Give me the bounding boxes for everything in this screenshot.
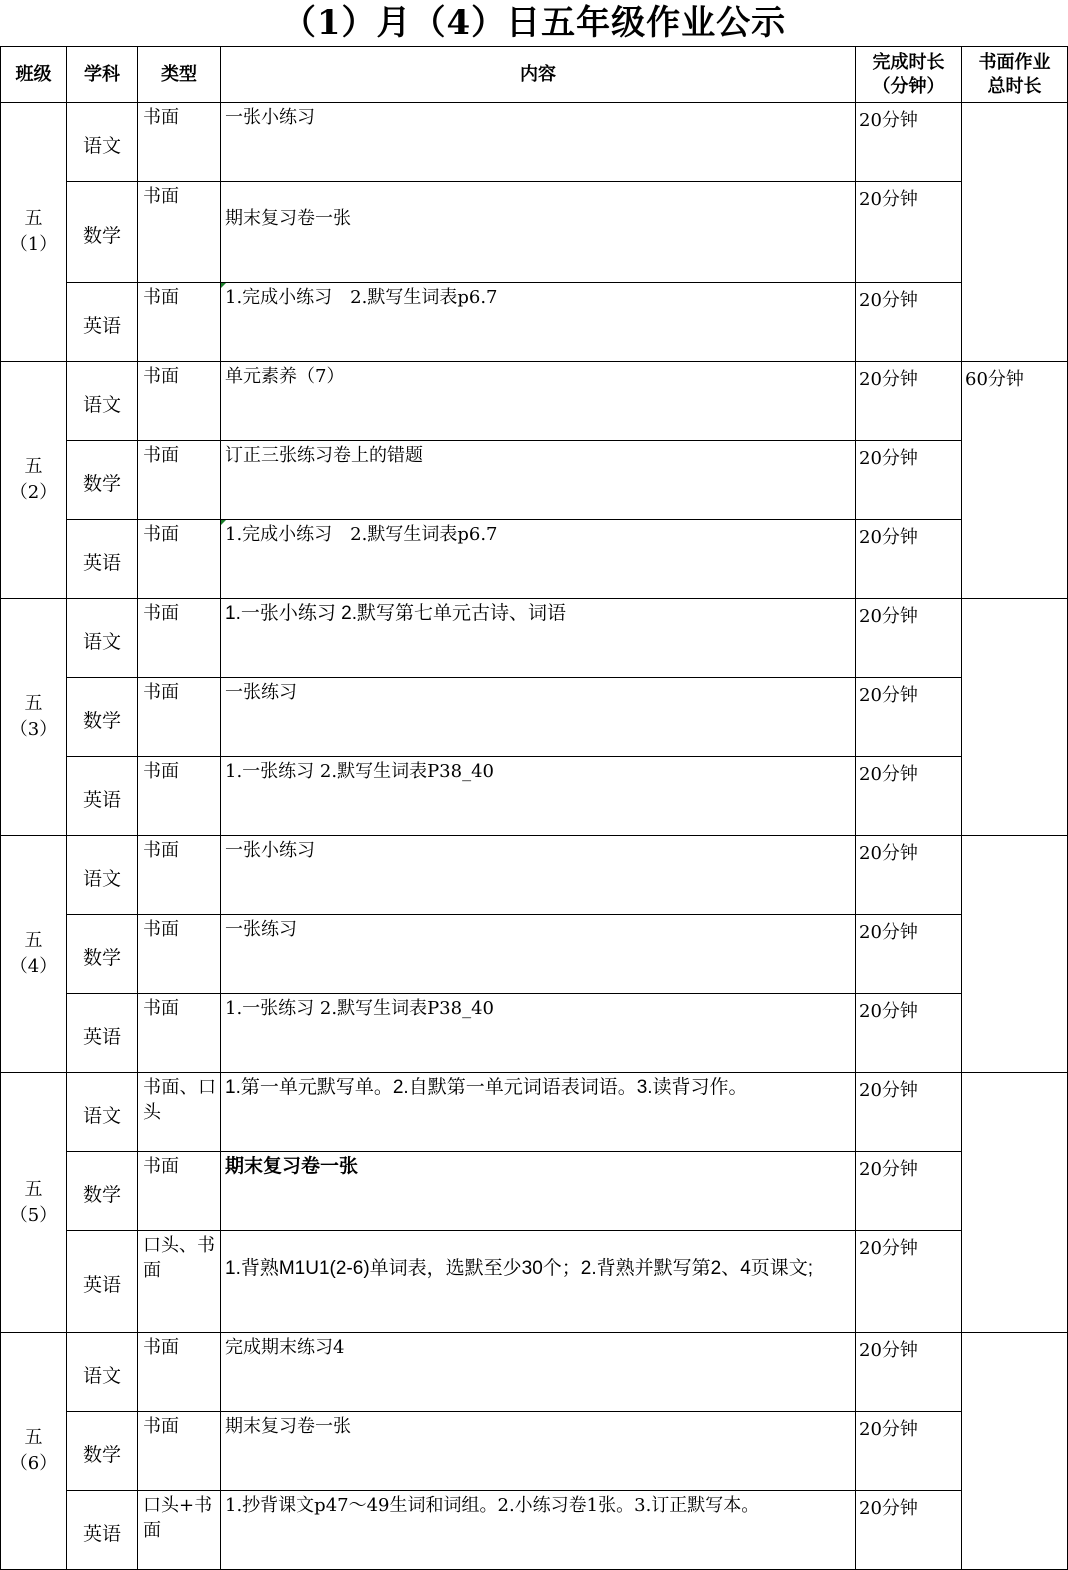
time-cell: 20分钟	[856, 836, 962, 915]
class-name: 五	[24, 456, 43, 477]
comment-marker	[221, 520, 226, 525]
content-cell: 一张小练习	[221, 836, 856, 915]
header-total-line2: 总时长	[987, 75, 1042, 97]
table-row	[1, 103, 1068, 182]
type-cell: 书面	[138, 103, 221, 182]
content-text: 1.完成小练习 2.默写生词表p6.7	[225, 287, 498, 308]
table-row	[1, 994, 1068, 1073]
content-cell	[221, 520, 856, 599]
time-cell: 20分钟	[856, 1073, 962, 1152]
content-cell: 期末复习卷一张	[221, 1412, 856, 1491]
time-cell: 20分钟	[856, 599, 962, 678]
subject-cell: 英语	[67, 283, 138, 362]
time-cell: 20分钟	[856, 1491, 962, 1570]
time-cell: 20分钟	[856, 103, 962, 182]
time-cell: 20分钟	[856, 1152, 962, 1231]
time-cell: 20分钟	[856, 283, 962, 362]
type-cell: 书面	[138, 362, 221, 441]
table-row	[1, 441, 1068, 520]
class-cell	[1, 362, 67, 599]
type-cell: 书面	[138, 1333, 221, 1412]
type-cell: 书面	[138, 441, 221, 520]
type-cell: 书面	[138, 757, 221, 836]
class-name: 五	[24, 208, 43, 229]
class-number: （1）	[9, 234, 58, 255]
class-name: 五	[24, 693, 43, 714]
subject-cell: 语文	[67, 362, 138, 441]
content-cell: 期末复习卷一张	[221, 182, 856, 283]
class-name: 五	[24, 1178, 43, 1200]
time-cell: 20分钟	[856, 678, 962, 757]
class-name: 五	[24, 930, 43, 951]
subject-cell: 数学	[67, 678, 138, 757]
time-cell: 20分钟	[856, 915, 962, 994]
content-cell: 单元素养（7）	[221, 362, 856, 441]
subject-cell: 语文	[67, 1073, 138, 1152]
total-cell	[962, 103, 1068, 362]
comment-marker	[221, 283, 226, 288]
subject-cell: 数学	[67, 1152, 138, 1231]
content-cell: 一张小练习	[221, 103, 856, 182]
header-type: 类型	[138, 47, 221, 103]
time-cell: 20分钟	[856, 757, 962, 836]
header-total-line1: 书面作业	[978, 51, 1051, 73]
table-row	[1, 1152, 1068, 1231]
time-cell: 20分钟	[856, 994, 962, 1073]
header-subject: 学科	[67, 47, 138, 103]
class-cell	[1, 599, 67, 836]
header-time-line1: 完成时长	[872, 51, 945, 73]
table-row	[1, 1412, 1068, 1491]
class-cell	[1, 1333, 67, 1570]
header-row	[1, 47, 1068, 103]
subject-cell: 语文	[67, 103, 138, 182]
type-cell: 书面	[138, 520, 221, 599]
subject-cell: 数学	[67, 915, 138, 994]
type-cell: 书面	[138, 836, 221, 915]
total-cell	[962, 836, 1068, 1073]
type-cell: 书面	[138, 283, 221, 362]
class-cell	[1, 1073, 67, 1333]
type-cell: 口头+书面	[138, 1491, 221, 1570]
content-text: 1.完成小练习 2.默写生词表p6.7	[225, 524, 498, 545]
content-cell: 1.一张练习 2.默写生词表P38_40	[221, 994, 856, 1073]
table-row	[1, 1333, 1068, 1412]
time-cell: 20分钟	[856, 1231, 962, 1333]
type-cell: 书面	[138, 1152, 221, 1231]
content-cell: 期末复习卷一张	[221, 1152, 856, 1231]
class-cell	[1, 836, 67, 1073]
subject-cell: 英语	[67, 520, 138, 599]
total-cell	[962, 1333, 1068, 1570]
table-row	[1, 599, 1068, 678]
time-cell: 20分钟	[856, 362, 962, 441]
class-number: （6）	[9, 1453, 58, 1474]
content-cell: 一张练习	[221, 678, 856, 757]
subject-cell: 英语	[67, 1231, 138, 1333]
time-cell: 20分钟	[856, 1333, 962, 1412]
subject-cell: 数学	[67, 1412, 138, 1491]
type-cell: 书面	[138, 994, 221, 1073]
page-title: （1）月（4）日五年级作业公示	[281, 3, 787, 43]
table-row	[1, 757, 1068, 836]
time-cell: 20分钟	[856, 1412, 962, 1491]
content-cell: 完成期末练习4	[221, 1333, 856, 1412]
time-cell: 20分钟	[856, 441, 962, 520]
content-cell: 1.第一单元默写单。2.自默第一单元词语表词语。3.读背习作。	[221, 1073, 856, 1152]
subject-cell: 英语	[67, 994, 138, 1073]
content-cell: 订正三张练习卷上的错题	[221, 441, 856, 520]
type-cell: 口头、书面	[138, 1231, 221, 1333]
header-class: 班级	[1, 47, 67, 103]
subject-cell: 数学	[67, 182, 138, 283]
class-number: （2）	[9, 482, 58, 503]
header-time	[856, 47, 962, 103]
content-cell: 1.一张小练习 2.默写第七单元古诗、词语	[221, 599, 856, 678]
class-number: （5）	[9, 1204, 58, 1226]
table-row	[1, 1491, 1068, 1570]
table-row	[1, 283, 1068, 362]
subject-cell: 语文	[67, 1333, 138, 1412]
header-content: 内容	[221, 47, 856, 103]
table-row	[1, 362, 1068, 441]
type-cell: 书面	[138, 915, 221, 994]
table-row	[1, 182, 1068, 283]
table-row	[1, 520, 1068, 599]
subject-cell: 语文	[67, 599, 138, 678]
content-cell: 1.抄背课文p47～49生词和词组。2.小练习卷1张。3.订正默写本。	[221, 1491, 856, 1570]
time-cell: 20分钟	[856, 182, 962, 283]
subject-cell: 英语	[67, 757, 138, 836]
table-row	[1, 915, 1068, 994]
content-cell: 一张练习	[221, 915, 856, 994]
class-number: （4）	[9, 956, 58, 977]
table-row	[1, 678, 1068, 757]
subject-cell: 数学	[67, 441, 138, 520]
time-cell: 20分钟	[856, 520, 962, 599]
content-cell	[221, 283, 856, 362]
table-row	[1, 836, 1068, 915]
subject-cell: 语文	[67, 836, 138, 915]
table-row	[1, 1231, 1068, 1333]
class-cell	[1, 103, 67, 362]
total-cell	[962, 1073, 1068, 1333]
table-row	[1, 1073, 1068, 1152]
class-number: （3）	[9, 719, 58, 740]
type-cell: 书面	[138, 182, 221, 283]
type-cell: 书面	[138, 678, 221, 757]
header-total	[962, 47, 1068, 103]
header-time-line2: （分钟）	[872, 75, 945, 97]
subject-cell: 英语	[67, 1491, 138, 1570]
type-cell: 书面、口头	[138, 1073, 221, 1152]
total-cell: 60分钟	[962, 362, 1068, 599]
class-name: 五	[24, 1427, 43, 1448]
content-cell: 1.背熟M1U1(2-6)单词表，选默至少30个；2.背熟并默写第2、4页课文;	[221, 1231, 856, 1333]
content-cell: 1.一张练习 2.默写生词表P38_40	[221, 757, 856, 836]
total-cell	[962, 599, 1068, 836]
type-cell: 书面	[138, 599, 221, 678]
type-cell: 书面	[138, 1412, 221, 1491]
homework-table	[0, 46, 1068, 1570]
